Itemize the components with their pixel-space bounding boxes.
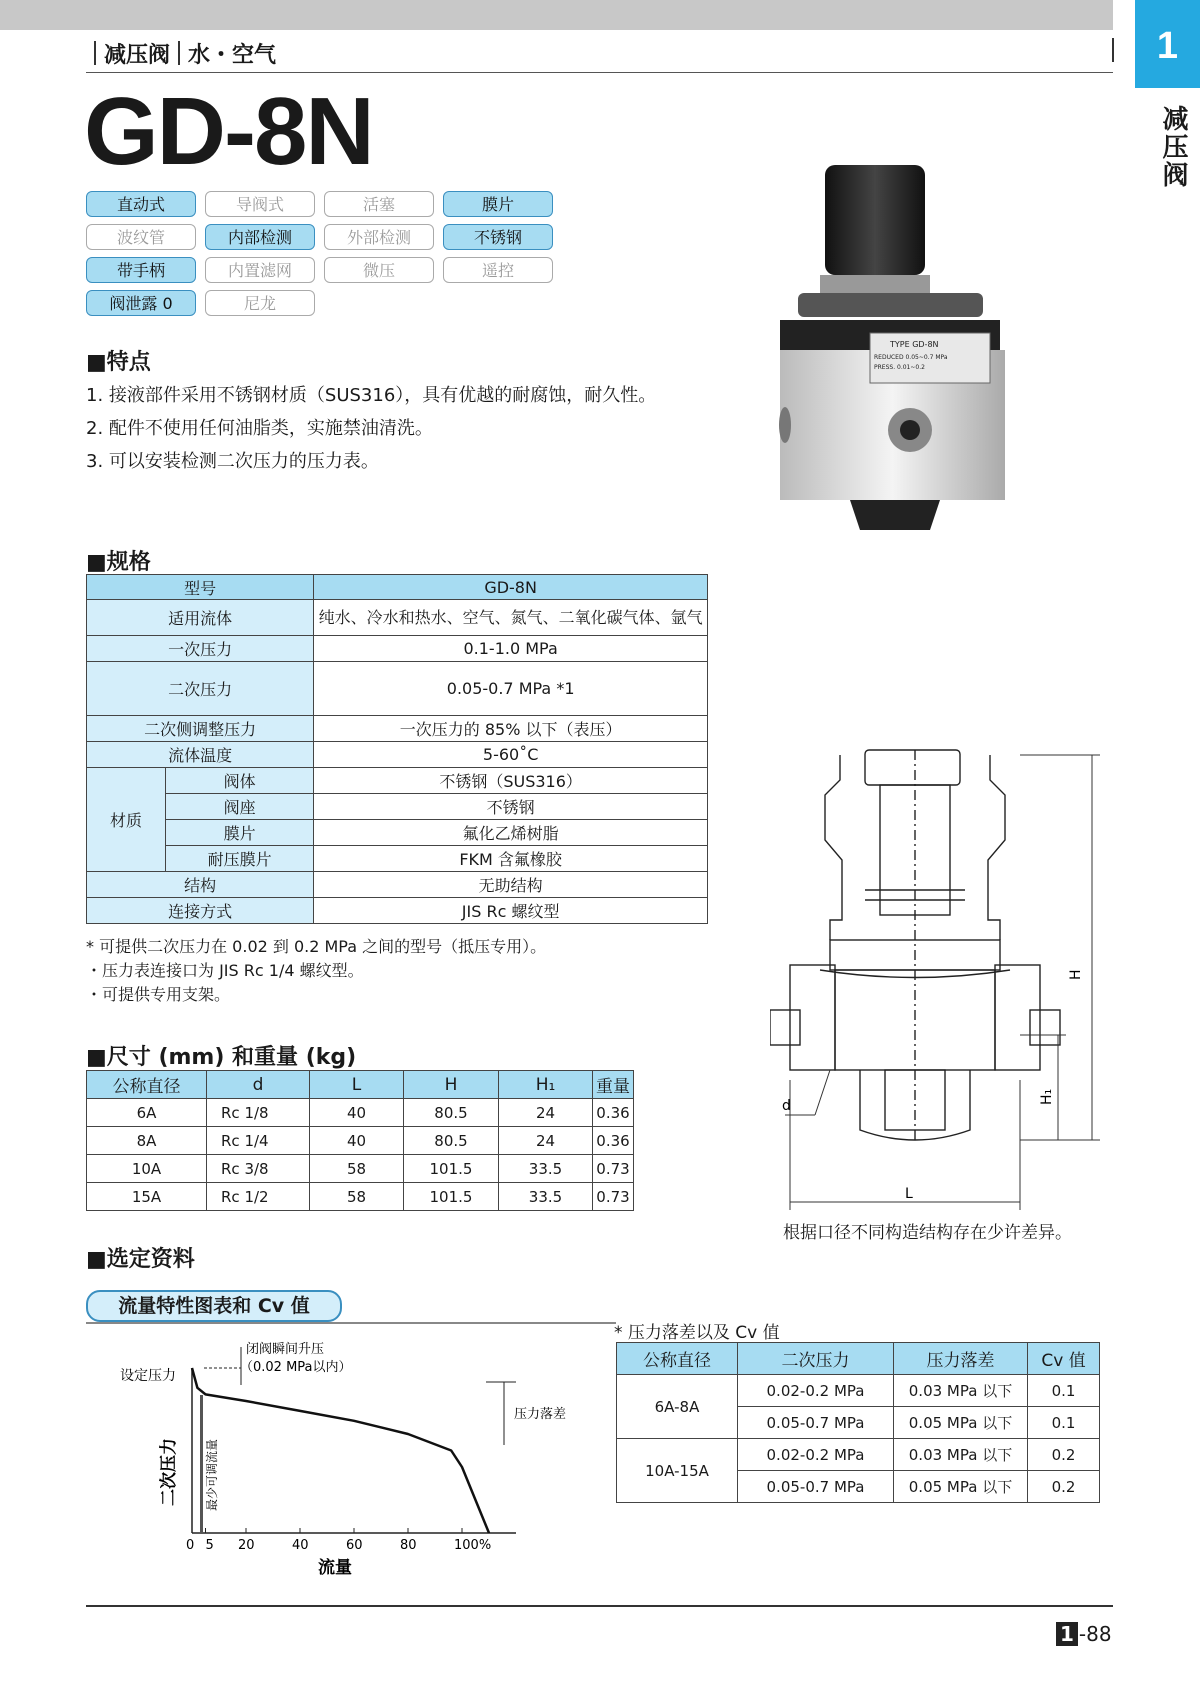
spec-value: 纯水、冷水和热水、空气、氮气、二氧化碳气体、氩气 <box>314 600 708 636</box>
tag: 膜片 <box>443 191 553 217</box>
dim-label-d: d <box>782 1098 791 1114</box>
dim-header: H₁ <box>499 1071 593 1099</box>
dim-cell: 8A <box>87 1127 207 1155</box>
features-heading: ■特点 <box>86 350 151 375</box>
breadcrumb-item: 减压阀 <box>104 42 171 68</box>
pressure-drop-table <box>616 1342 1100 1503</box>
dim-header: d <box>207 1071 310 1099</box>
min-flow-band <box>200 1395 203 1533</box>
spec-label: 二次压力 <box>87 662 314 716</box>
breadcrumb-divider <box>178 41 180 65</box>
x-axis-label: 流量 <box>318 1558 352 1578</box>
close-rise-value: （0.02 MPa以内） <box>240 1360 352 1375</box>
series-line <box>192 1368 489 1533</box>
spec-label: 流体温度 <box>87 742 314 768</box>
spec-value: GD-8N <box>314 575 708 600</box>
table-row <box>87 1183 634 1211</box>
drop-cell: 0.1 <box>1028 1375 1100 1407</box>
tag: 导阀式 <box>205 191 315 217</box>
dim-cell: 33.5 <box>499 1183 593 1211</box>
footer-rule <box>86 1605 1113 1607</box>
drop-header: 压力落差 <box>894 1343 1028 1375</box>
flow-chart-section-pill: 流量特性图表和 Cv 值 <box>86 1290 342 1322</box>
dim-cell: 6A <box>87 1099 207 1127</box>
spec-sublabel: 阀座 <box>166 794 314 820</box>
pressure-drop-heading: * 压力落差以及 Cv 值 <box>614 1323 780 1343</box>
spec-note: ・可提供专用支架。 <box>86 985 231 1004</box>
spec-value: 一次压力的 85% 以下（表压） <box>314 716 708 742</box>
dim-cell: 40 <box>310 1099 404 1127</box>
specs-heading: ■规格 <box>86 550 151 575</box>
dim-cell: 0.73 <box>593 1183 634 1211</box>
spec-value: 0.05-0.7 MPa *1 <box>314 662 708 716</box>
spec-sublabel: 耐压膜片 <box>166 846 314 872</box>
dimensions-table <box>86 1070 634 1211</box>
tag: 不锈钢 <box>443 224 553 250</box>
y-axis-label: 二次压力 <box>159 1438 179 1506</box>
spec-label: 连接方式 <box>87 898 314 924</box>
drop-cell: 0.03 MPa 以下 <box>894 1375 1028 1407</box>
dim-label-L: L <box>905 1186 913 1202</box>
min-flow-label: 最少可调流量 <box>205 1438 219 1511</box>
drop-cell: 0.02-0.2 MPa <box>738 1375 894 1407</box>
dim-cell: 58 <box>310 1155 404 1183</box>
dim-cell: 0.36 <box>593 1099 634 1127</box>
spec-note: * 可提供二次压力在 0.02 到 0.2 MPa 之间的型号（抵压专用）。 <box>86 937 547 956</box>
drop-cell: 0.03 MPa 以下 <box>894 1439 1028 1471</box>
drop-header: 公称直径 <box>617 1343 738 1375</box>
drop-cell: 0.05 MPa 以下 <box>894 1471 1028 1503</box>
spec-value: 无助结构 <box>314 872 708 898</box>
drop-cell: 0.2 <box>1028 1471 1100 1503</box>
table-row <box>87 1099 634 1127</box>
spec-value: 氟化乙烯树脂 <box>314 820 708 846</box>
table-row <box>87 1127 634 1155</box>
spec-value: 5-60˚C <box>314 742 708 768</box>
dim-cell: 40 <box>310 1127 404 1155</box>
breadcrumb-end-bar <box>1112 38 1114 62</box>
cross-section-drawing <box>770 740 1110 1220</box>
x-tick-label: 20 <box>238 1538 255 1553</box>
tag: 波纹管 <box>86 224 196 250</box>
drop-cell: 0.05-0.7 MPa <box>738 1407 894 1439</box>
selection-heading: ■选定资料 <box>86 1247 195 1272</box>
spec-label: 二次侧调整压力 <box>87 716 314 742</box>
dim-label-H1: H₁ <box>1039 1088 1055 1105</box>
tag: 带手柄 <box>86 257 196 283</box>
page-number <box>1056 1622 1112 1646</box>
dim-cell: 58 <box>310 1183 404 1211</box>
spec-label: 结构 <box>87 872 314 898</box>
drop-cell: 0.2 <box>1028 1439 1100 1471</box>
close-rise-label: 闭阀瞬间升压 <box>246 1342 325 1357</box>
table-row <box>617 1375 1100 1407</box>
feature-item: 1. 接液部件采用不锈钢材质（SUS316），具有优越的耐腐蚀，耐久性。 <box>86 385 657 406</box>
spec-sublabel: 阀体 <box>166 768 314 794</box>
dim-cell: 101.5 <box>404 1183 499 1211</box>
tag: 内部检测 <box>205 224 315 250</box>
drop-cell: 0.02-0.2 MPa <box>738 1439 894 1471</box>
dim-cell: 15A <box>87 1183 207 1211</box>
dim-header: H <box>404 1071 499 1099</box>
page-number-page: -88 <box>1078 1622 1112 1646</box>
drop-size: 10A-15A <box>617 1439 738 1503</box>
product-photo <box>770 155 1020 540</box>
spec-value: 不锈钢 <box>314 794 708 820</box>
header-rule <box>86 72 1113 73</box>
spec-value: FKM 含氟橡胶 <box>314 846 708 872</box>
drop-size: 6A-8A <box>617 1375 738 1439</box>
dim-header: L <box>310 1071 404 1099</box>
spec-value: 不锈钢（SUS316） <box>314 768 708 794</box>
x-tick-label: 80 <box>400 1538 417 1553</box>
x-tick-label: 5 <box>205 1538 214 1553</box>
side-chapter-label: 减压阀 <box>1158 105 1188 189</box>
tag: 阀泄露 0 <box>86 290 196 316</box>
tag: 活塞 <box>324 191 434 217</box>
table-row <box>87 1155 634 1183</box>
nameplate-line: REDUCED 0.05~0.7 MPa <box>874 354 948 361</box>
x-tick-label: 40 <box>292 1538 309 1553</box>
tag: 直动式 <box>86 191 196 217</box>
drawing-caption: 根据口径不同构造结构存在少许差异。 <box>783 1223 1072 1243</box>
x-tick-label: 100% <box>454 1538 492 1553</box>
drop-header: 二次压力 <box>738 1343 894 1375</box>
dim-cell: 10A <box>87 1155 207 1183</box>
spec-note: ・压力表连接口为 JIS Rc 1/4 螺纹型。 <box>86 961 364 980</box>
tag: 内置滤网 <box>205 257 315 283</box>
dim-cell: Rc 1/4 <box>207 1127 310 1155</box>
spec-value: JIS Rc 螺纹型 <box>314 898 708 924</box>
spec-label: 一次压力 <box>87 636 314 662</box>
dim-cell: Rc 1/8 <box>207 1099 310 1127</box>
pressure-drop-label: 压力落差 <box>514 1407 567 1422</box>
drop-cell: 0.05-0.7 MPa <box>738 1471 894 1503</box>
drop-header: Cv 值 <box>1028 1343 1100 1375</box>
breadcrumb <box>86 36 276 70</box>
dim-cell: 80.5 <box>404 1099 499 1127</box>
feature-item: 3. 可以安装检测二次压力的压力表。 <box>86 451 379 472</box>
spec-label: 材质 <box>87 768 166 872</box>
dim-cell: 0.36 <box>593 1127 634 1155</box>
page-title: GD-8N <box>84 78 373 185</box>
page-number-chapter: 1 <box>1056 1622 1078 1646</box>
dim-cell: Rc 3/8 <box>207 1155 310 1183</box>
tag: 外部检测 <box>324 224 434 250</box>
spec-label: 型号 <box>87 575 314 600</box>
flow-characteristic-chart <box>86 1335 626 1580</box>
dim-cell: 80.5 <box>404 1127 499 1155</box>
spec-value: 0.1-1.0 MPa <box>314 636 708 662</box>
set-pressure-label: 设定压力 <box>120 1368 176 1384</box>
spec-label: 适用流体 <box>87 600 314 636</box>
nameplate-line: TYPE GD-8N <box>890 340 939 349</box>
nameplate-line: PRESS. 0.01~0.2 <box>874 364 925 371</box>
feature-tag-grid <box>86 191 546 321</box>
top-band <box>0 0 1113 30</box>
dim-header: 重量 <box>593 1071 634 1099</box>
drop-cell: 0.05 MPa 以下 <box>894 1407 1028 1439</box>
breadcrumb-divider <box>94 41 96 65</box>
dim-cell: 0.73 <box>593 1155 634 1183</box>
dim-cell: Rc 1/2 <box>207 1183 310 1211</box>
dim-cell: 33.5 <box>499 1155 593 1183</box>
drop-cell: 0.1 <box>1028 1407 1100 1439</box>
dim-cell: 24 <box>499 1099 593 1127</box>
x-tick-label: 0 <box>186 1538 195 1553</box>
breadcrumb-item: 水・空气 <box>188 42 277 68</box>
dimensions-heading: ■尺寸 (mm) 和重量 (kg) <box>86 1045 357 1070</box>
tag: 遥控 <box>443 257 553 283</box>
x-tick-label: 60 <box>346 1538 363 1553</box>
dim-cell: 101.5 <box>404 1155 499 1183</box>
spec-sublabel: 膜片 <box>166 820 314 846</box>
feature-item: 2. 配件不使用任何油脂类，实施禁油清洗。 <box>86 418 433 439</box>
tag: 微压 <box>324 257 434 283</box>
section-rule <box>86 1322 616 1324</box>
dim-label-H: H <box>1068 969 1084 980</box>
table-row <box>617 1439 1100 1471</box>
chapter-tab: 1 <box>1135 0 1200 88</box>
tag: 尼龙 <box>205 290 315 316</box>
spec-table <box>86 574 708 924</box>
dim-cell: 24 <box>499 1127 593 1155</box>
dim-header: 公称直径 <box>87 1071 207 1099</box>
